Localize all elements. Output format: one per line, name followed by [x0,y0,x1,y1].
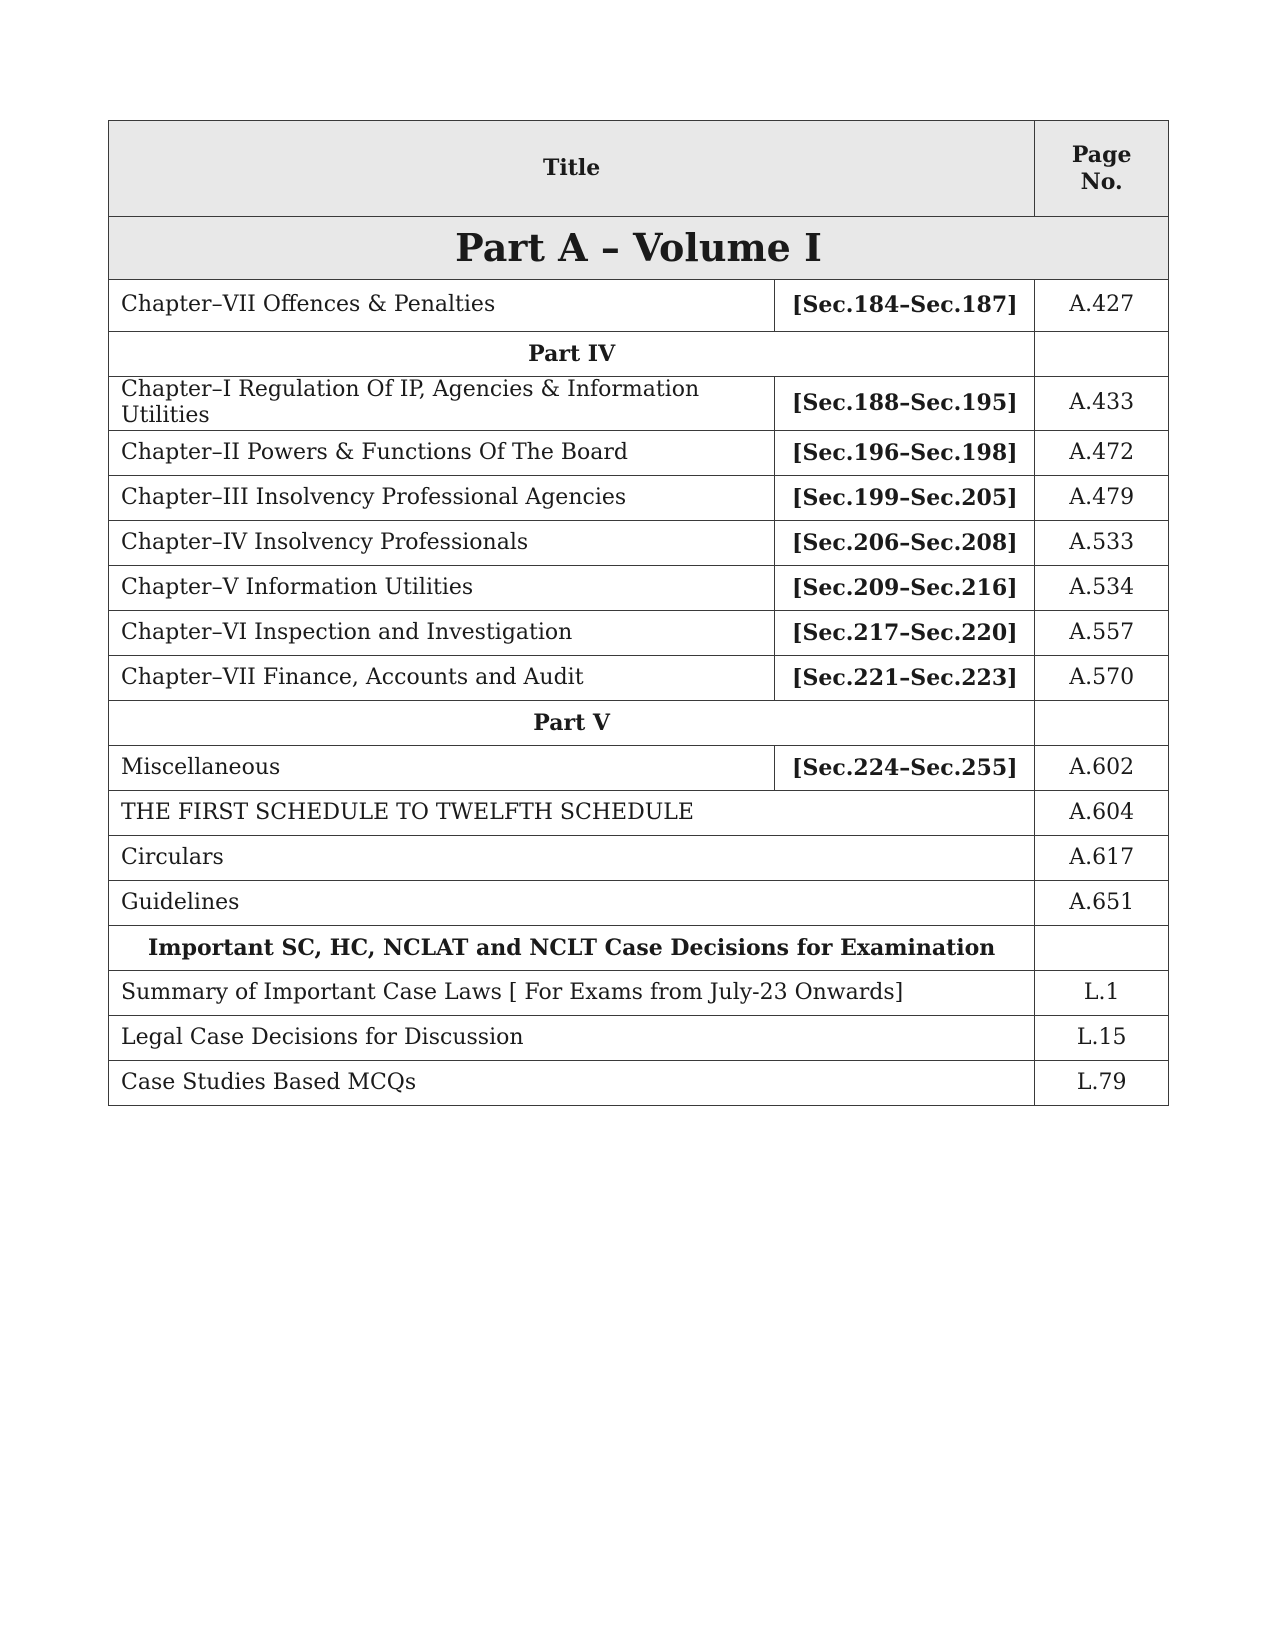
entry-sections: [Sec.221–Sec.223] [775,655,1035,700]
entry-page: A.534 [1035,565,1169,610]
toc-row [109,430,1169,475]
subheading-title: Part V [109,700,1035,745]
entry-title: Chapter–VII Offences & Penalties [109,280,775,332]
header-page-no-line2: No. [1080,168,1123,195]
entry-page: L.79 [1035,1060,1169,1105]
subheading-page [1035,700,1169,745]
entry-title: Chapter–VII Finance, Accounts and Audit [109,655,775,700]
entry-sections: [Sec.196–Sec.198] [775,430,1035,475]
toc-row [109,520,1169,565]
entry-sections: [Sec.199–Sec.205] [775,475,1035,520]
toc-row [109,280,1169,332]
entry-sections: [Sec.224–Sec.255] [775,745,1035,790]
entry-title: Summary of Important Case Laws [ For Exams from July-23 Onwards] [109,970,1035,1015]
entry-page: A.479 [1035,475,1169,520]
subheading-page [1035,332,1169,377]
entry-title: Guidelines [109,880,1035,925]
entry-title: THE FIRST SCHEDULE TO TWELFTH SCHEDULE [109,790,1035,835]
entry-page: A.617 [1035,835,1169,880]
section-subheading-row [109,700,1169,745]
toc-row [109,610,1169,655]
entry-title: Legal Case Decisions for Discussion [109,1015,1035,1060]
section-subheading-row [109,332,1169,377]
entry-page: L.15 [1035,1015,1169,1060]
entry-title: Chapter–IV Insolvency Professionals [109,520,775,565]
header-row [109,121,1169,217]
entry-page: A.602 [1035,745,1169,790]
toc-row [109,565,1169,610]
entry-title: Circulars [109,835,1035,880]
toc-row [109,835,1169,880]
part-heading: Part A – Volume I [109,217,1169,280]
entry-page: A.533 [1035,520,1169,565]
entry-page: A.433 [1035,377,1169,431]
entry-title: Chapter–V Information Utilities [109,565,775,610]
entry-page: A.472 [1035,430,1169,475]
entry-title: Case Studies Based MCQs [109,1060,1035,1105]
toc-row [109,655,1169,700]
entry-title: Chapter–III Insolvency Professional Agencies [109,475,775,520]
header-title: Title [109,121,1035,217]
section-subheading-row [109,925,1169,970]
entry-page: A.604 [1035,790,1169,835]
header-page-no [1035,121,1169,217]
part-heading-row [109,217,1169,280]
entry-title: Chapter–VI Inspection and Investigation [109,610,775,655]
toc-row [109,1060,1169,1105]
entry-page: L.1 [1035,970,1169,1015]
toc-row [109,970,1169,1015]
entry-page: A.557 [1035,610,1169,655]
entry-title: Chapter–I Regulation Of IP, Agencies & Information Utilities [109,377,775,431]
entry-title: Miscellaneous [109,745,775,790]
entry-sections: [Sec.188–Sec.195] [775,377,1035,431]
entry-sections: [Sec.209–Sec.216] [775,565,1035,610]
entry-sections: [Sec.217–Sec.220] [775,610,1035,655]
entry-title: Chapter–II Powers & Functions Of The Board [109,430,775,475]
toc-body [109,121,1169,1106]
entry-page: A.427 [1035,280,1169,332]
entry-sections: [Sec.206–Sec.208] [775,520,1035,565]
header-page-no-line1: Page [1071,142,1132,169]
entry-page: A.651 [1035,880,1169,925]
toc-row [109,377,1169,431]
subheading-title: Part IV [109,332,1035,377]
toc-row [109,1015,1169,1060]
subheading-page [1035,925,1169,970]
toc-row [109,475,1169,520]
toc-row [109,880,1169,925]
toc-row [109,790,1169,835]
subheading-title: Important SC, HC, NCLAT and NCLT Case Decisions for Examination [109,925,1035,970]
entry-page: A.570 [1035,655,1169,700]
table-of-contents [108,120,1169,1106]
entry-sections: [Sec.184–Sec.187] [775,280,1035,332]
toc-row [109,745,1169,790]
